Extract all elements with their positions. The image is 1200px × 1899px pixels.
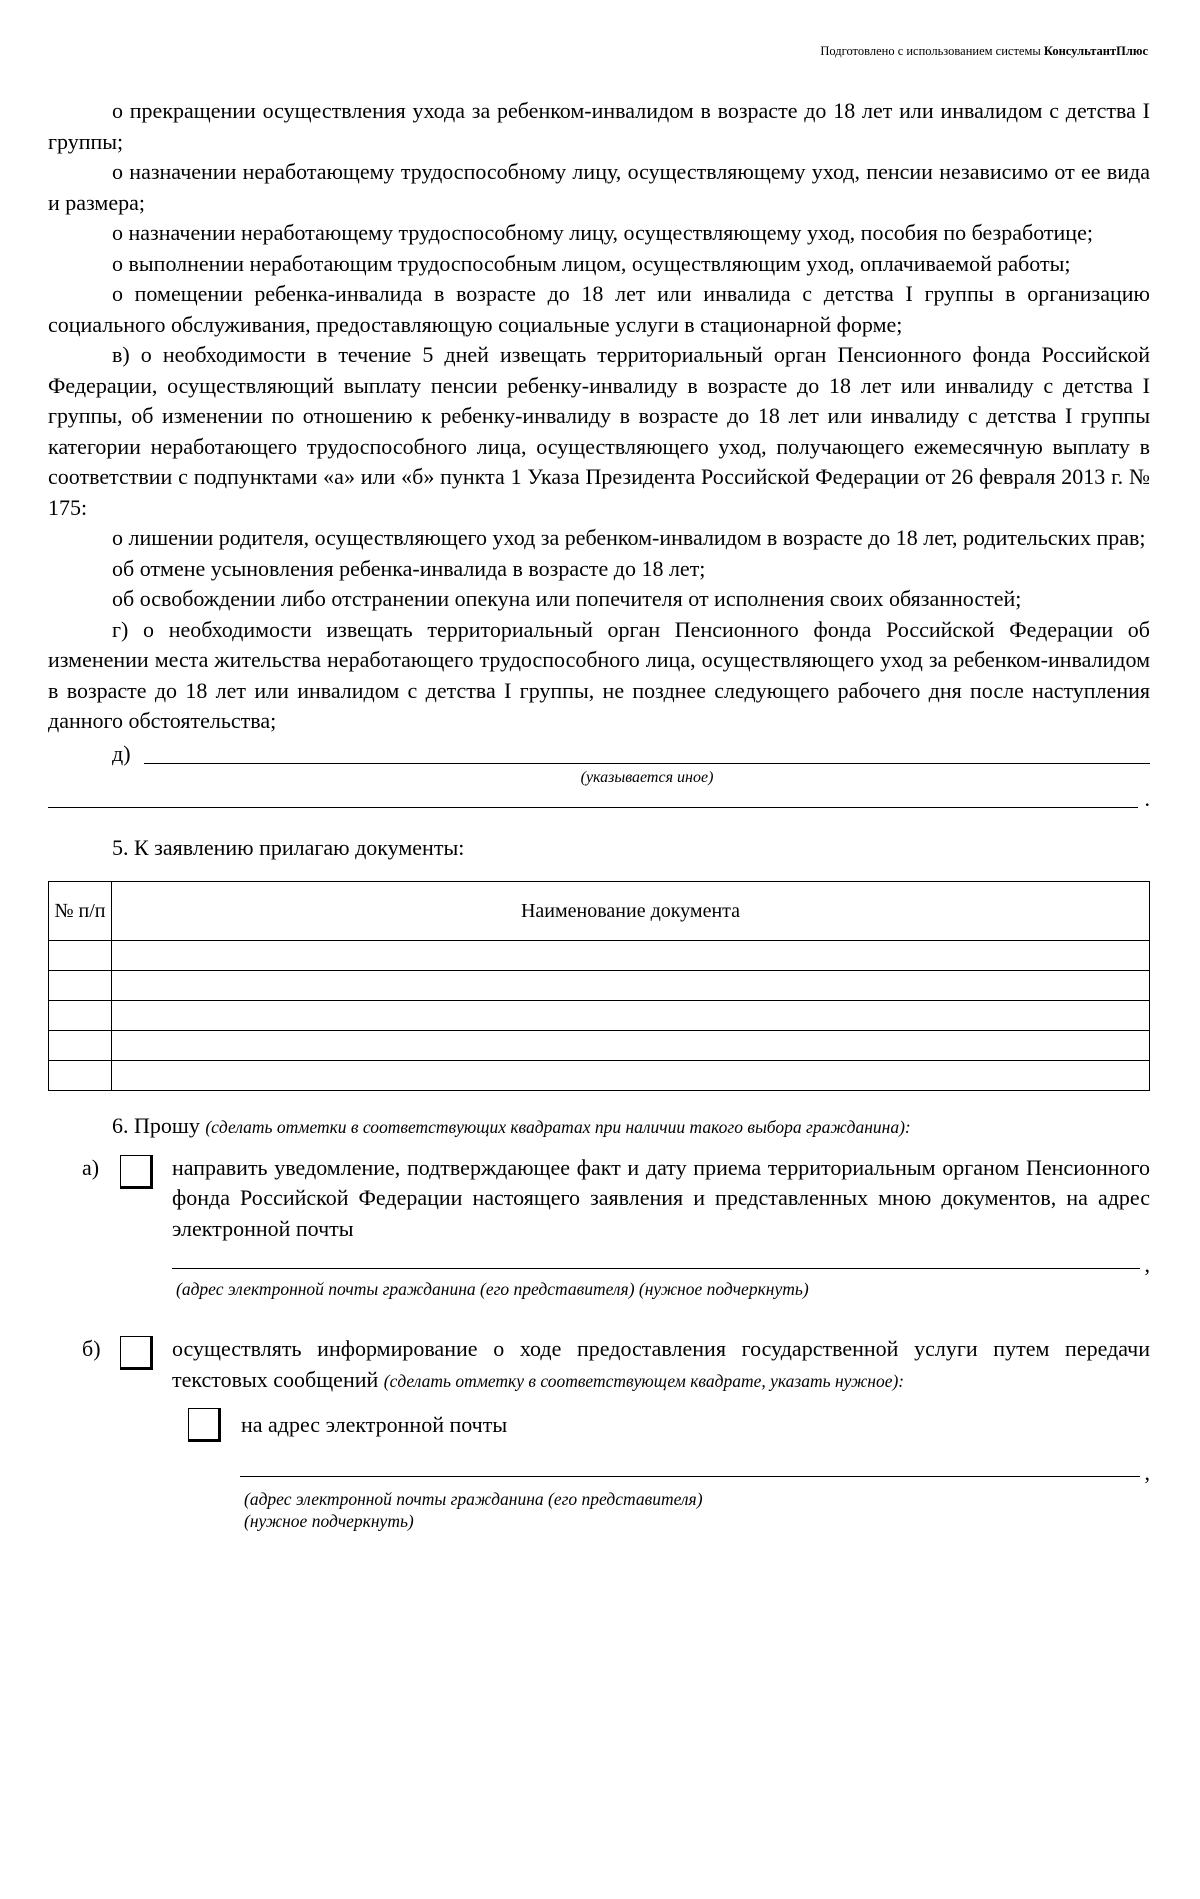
table-cell[interactable] [49, 971, 112, 1001]
header-prefix: Подготовлено с использованием системы [820, 44, 1041, 58]
option-b-label: б) [82, 1336, 101, 1361]
document-body [48, 96, 1150, 1532]
paragraph: о помещении ребенка-инвалида в возрасте до 18 лет или инвалида с детства I группы в организацию социального обслуживания, предоставляющую социальные услуги в стационарной форме; [48, 281, 1150, 337]
documents-table [48, 881, 1150, 1091]
table-cell[interactable] [112, 1001, 1150, 1031]
paragraph: об освобождении либо отстранении опекуна или попечителя от исполнения своих обязанностей; [112, 586, 1022, 611]
option-a-email-row [172, 1244, 1150, 1278]
paragraph: г) о необходимости извещать территориальный орган Пенсионного фонда Российской Федерации об изменении места жительства неработающего трудоспособного лица, осуществляющего уход за ребенком-инвалидом в возрасте до 18 лет или инвалидом с детства I группы, не позднее следующего рабочего дня после наступления данного обстоятельства; [48, 616, 1150, 733]
option-a-comma: , [1144, 1252, 1150, 1277]
paragraph: о лишении родителя, осуществляющего уход за ребенком-инвалидом в возрасте до 18 лет, родительских прав; [112, 525, 1146, 550]
option-a-caption: (адрес электронной почты гражданина (его представителя) (нужное подчеркнуть) [176, 1279, 809, 1299]
option-b-hint: (сделать отметку в соответствующем квадрате, указать нужное): [383, 1370, 905, 1391]
paragraph: о назначении неработающему трудоспособному лицу, осуществляющему уход, пенсии независимо от ее вида и размера; [48, 159, 1150, 215]
table-row [49, 971, 1150, 1001]
table-row [49, 941, 1150, 971]
consultant-header [820, 44, 1148, 59]
option-b-email-label: на адрес электронной почты [241, 1412, 508, 1437]
option-b-text-block [172, 1334, 1150, 1396]
option-a-checkbox[interactable] [120, 1155, 153, 1189]
item-d-label: д) [112, 740, 131, 766]
col-name-header: Наименование документа [112, 882, 1150, 941]
paragraph: о прекращении осуществления ухода за ребенком-инвалидом в возрасте до 18 лет или инвалидом с детства I группы; [48, 98, 1150, 154]
option-b-email-option [48, 1406, 1150, 1448]
paragraph: в) о необходимости в течение 5 дней извещать территориальный орган Пенсионного фонда Российской Федерации, осуществляющий выплату пенсии ребенку-инвалиду в возрасте до 18 лет или инвалиду с детства I группы, об изменении по отношению к ребенку-инвалиду в возрасте до 18 лет или инвалиду с детства I группы категории неработающего трудоспособного лица, осуществляющего уход, получающего ежемесячную выплату в соответствии с подпунктами «а» или «б» пункта 1 Указа Президента Российской Федерации от 26 февраля 2013 г. № 175: [48, 342, 1150, 520]
option-b-email-field[interactable] [240, 1476, 1140, 1477]
table-cell[interactable] [49, 1031, 112, 1061]
section5-title: 5. К заявлению прилагаю документы: [112, 834, 465, 860]
table-header [49, 882, 1150, 941]
option-b-caption-2: (нужное подчеркнуть) [244, 1511, 414, 1531]
option-b [48, 1334, 1150, 1396]
table-row [49, 1061, 1150, 1091]
item-d-end: . [1144, 785, 1150, 811]
option-b-email-checkbox[interactable] [188, 1408, 221, 1442]
item-d-field[interactable] [144, 763, 1150, 764]
table-row [49, 1001, 1150, 1031]
option-b-checkbox[interactable] [120, 1336, 153, 1370]
paragraph: об отмене усыновления ребенка-инвалида в возрасте до 18 лет; [112, 555, 706, 581]
header-brand: КонсультантПлюс [1043, 44, 1148, 58]
table-cell[interactable] [112, 971, 1150, 1001]
option-b-comma: , [1144, 1460, 1150, 1485]
section6-hint: (сделать отметки в соответствующих квадратах при наличии такого выбора гражданина): [205, 1117, 911, 1137]
table-cell[interactable] [49, 1061, 112, 1091]
option-b-text: осуществлять информирование о ходе предоставления государственной услуги путем передачи текстовых сообщений [172, 1336, 1150, 1392]
section6-title-row [48, 1111, 1150, 1143]
table-cell[interactable] [112, 1031, 1150, 1061]
paragraph: о назначении неработающему трудоспособному лицу, осуществляющему уход, пособия по безработице; [112, 220, 1093, 245]
section6-title: 6. Прошу [112, 1113, 200, 1138]
item-d-row [48, 739, 1150, 769]
table-row [49, 1031, 1150, 1061]
table-cell[interactable] [112, 941, 1150, 971]
option-a [48, 1153, 1150, 1245]
option-b-email-row [240, 1452, 1150, 1486]
option-b-caption-1: (адрес электронной почты гражданина (его представителя) [244, 1489, 703, 1509]
item-d-continuation[interactable] [48, 787, 1150, 811]
option-a-label: а) [82, 1154, 100, 1180]
table-cell[interactable] [112, 1061, 1150, 1091]
item-d-caption: (указывается иное) [580, 768, 714, 786]
option-a-text: направить уведомление, подтверждающее факт и дату приема территориальным органом Пенсионного фонда Российской Федерации настоящего заявления и представленных мною документов, на адрес электронной почты [172, 1154, 1150, 1241]
table-cell[interactable] [49, 1001, 112, 1031]
paragraph: о выполнении неработающим трудоспособным лицом, осуществляющим уход, оплачиваемой работы; [112, 250, 1071, 276]
option-a-email-field[interactable] [172, 1268, 1140, 1269]
item-d-continuation-line[interactable] [48, 807, 1138, 808]
col-num-header: № п/п [49, 882, 112, 941]
table-cell[interactable] [49, 941, 112, 971]
